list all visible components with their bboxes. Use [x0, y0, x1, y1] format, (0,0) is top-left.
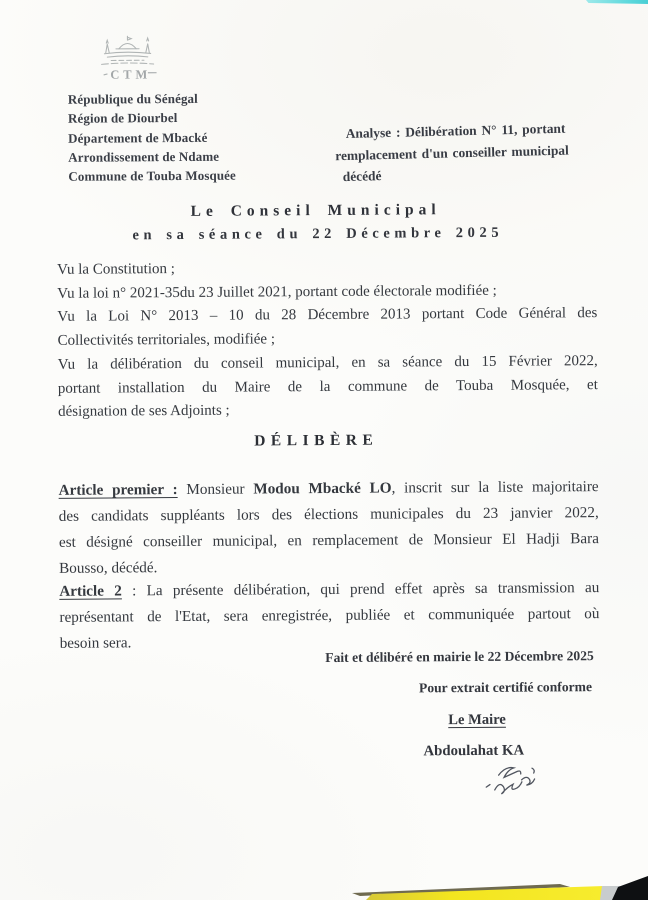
preamble-line: Vu la Constitution ; — [56, 261, 175, 278]
analyse-line: remplacement d'un conseiller municipal — [335, 142, 569, 163]
article-line: besoin sera. — [59, 634, 132, 652]
article-line: Article premier : Monsieur Modou Mbacké LO, inscrit sur la liste majoritaire — [58, 478, 599, 499]
letterhead-line-departement: Département de Mbacké — [68, 129, 208, 146]
article-line: Bousso, décédé. — [59, 558, 158, 577]
letterhead-line-commune: Commune de Touba Mosquée — [68, 167, 236, 184]
preamble-line: portant installation du Maire de la commune de Touba Mosquée, et — [57, 376, 598, 397]
logo-letters: CTM — [110, 67, 152, 82]
letterhead-lines — [68, 89, 236, 187]
photo-bottom-edge — [0, 874, 648, 900]
preamble-line: désignation de ses Adjoints ; — [57, 402, 230, 421]
closing-date-line: Fait et délibéré en mairie le 22 Décembre 2025 — [325, 648, 594, 665]
document-title: Le Conseil Municipal — [190, 201, 441, 220]
article-2 — [59, 575, 600, 656]
mayor-title: Le Maire — [448, 711, 506, 729]
analyse-line: Analyse : Délibération N° 11, portant — [345, 120, 566, 142]
certified-copy-line: Pour extrait certifié conforme — [418, 679, 593, 696]
analyse-line: décédé — [342, 168, 382, 185]
preamble-line: Vu la Loi N° 2013 – 10 du 28 Décembre 2013 portant Code Général des — [57, 305, 598, 326]
analyse-note — [334, 117, 608, 188]
mayor-name: Abdoulahat KA — [423, 742, 525, 760]
preamble-line: Vu la loi n° 2021-35du 23 Juillet 2021, portant code électorale modifiée ; — [57, 282, 497, 302]
letterhead-line-republic: République du Sénégal — [67, 90, 198, 107]
article-line: représentant de l'Etat, sera enregistrée, publiée et communiquée partout où — [59, 604, 600, 626]
mayor-signature — [470, 756, 562, 819]
preamble-block — [57, 255, 598, 425]
document-subtitle: en sa séance du 22 Décembre 2025 — [132, 224, 504, 244]
letterhead — [67, 34, 236, 187]
delibere-heading: DÉLIBÈRE — [254, 431, 379, 450]
letterhead-line-region: Région de Diourbel — [67, 110, 178, 127]
commune-mosque-logo-icon — [83, 34, 171, 87]
article-line: des candidats suppléants lors des élections municipales du 23 janvier 2022, — [58, 503, 599, 525]
article-line: est désigné conseiller municipal, en remplacement de Monsieur El Hadji Bara — [58, 529, 599, 551]
preamble-line: Vu la délibération du conseil municipal, en sa séance du 15 Février 2022, — [57, 352, 598, 373]
article-premier — [59, 474, 600, 581]
preamble-line: Collectivités territoriales, modifiée ; — [57, 331, 276, 349]
letterhead-line-arrondissement: Arrondissement de Ndame — [68, 148, 220, 165]
article-line: Article 2 : La présente délibération, qui prend effet après sa transmission au — [59, 579, 600, 600]
